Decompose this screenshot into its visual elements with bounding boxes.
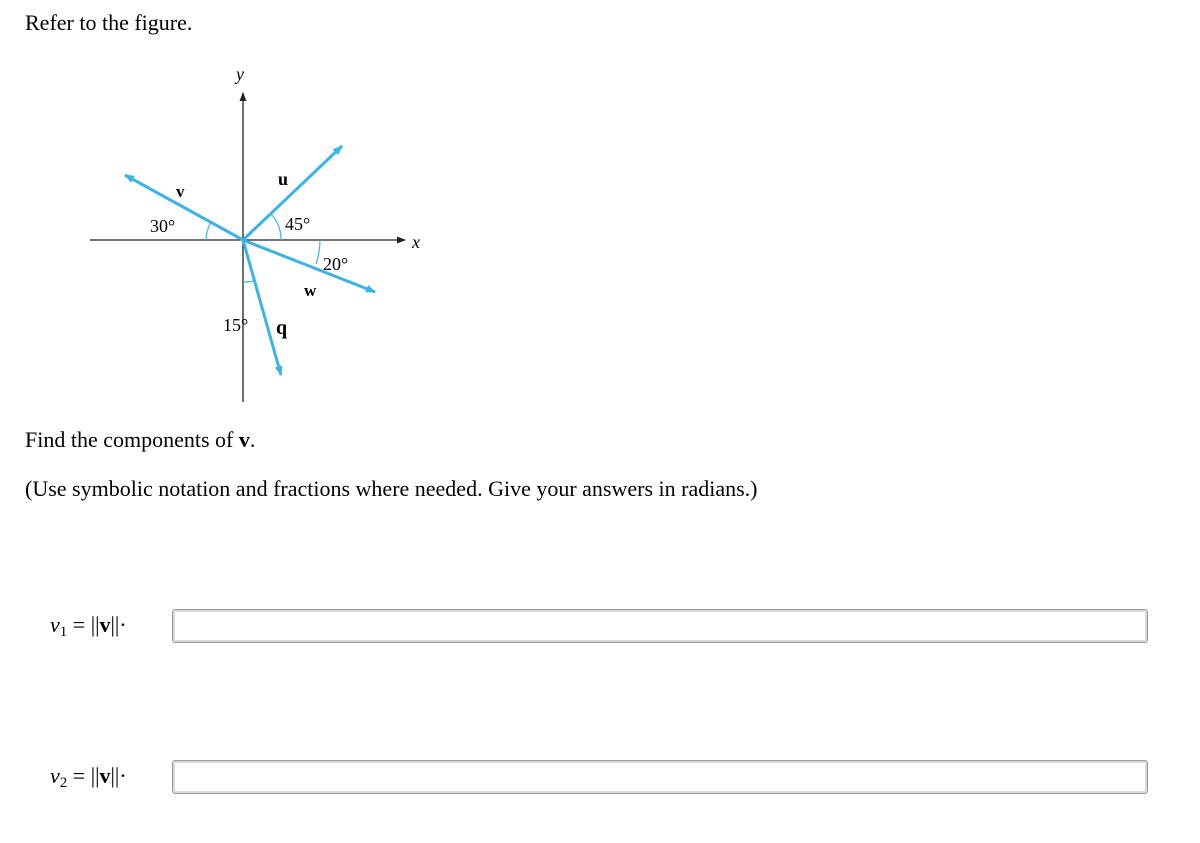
vector-v-label: v <box>176 182 185 201</box>
angle-label-w: 20° <box>323 254 349 274</box>
x-axis-label: x <box>412 232 420 252</box>
question-prefix: Find the components of <box>25 427 239 452</box>
angle-arc-v <box>206 222 211 240</box>
answer-sub: 2 <box>59 774 68 791</box>
vector-u-label: u <box>278 169 289 189</box>
y-axis-label: y <box>236 64 244 84</box>
answer-input-v1[interactable] <box>172 609 1148 643</box>
norm-open: || <box>90 611 100 637</box>
angle-label-u: 45° <box>285 214 311 234</box>
angle-arc-w <box>316 240 320 264</box>
answer-label-v2 <box>50 763 172 792</box>
answer-sub: 1 <box>59 623 68 640</box>
question-vector: v <box>238 427 250 452</box>
norm-var: v <box>99 611 111 637</box>
norm-var: v <box>99 762 111 788</box>
instructions-text: (Use symbolic notation and fractions where needed. Give your answers in radians.) <box>25 476 758 501</box>
answer-row-v2 <box>50 757 1148 797</box>
intro-text: Refer to the figure. <box>25 10 193 35</box>
answer-eq: = <box>67 762 91 788</box>
question-suffix: . <box>249 427 256 452</box>
vector-q <box>243 240 281 375</box>
angle-label-v: 30° <box>150 216 176 236</box>
question-text <box>25 427 255 453</box>
norm-close: ||· <box>110 611 127 637</box>
answer-input-v2[interactable] <box>172 760 1148 794</box>
answer-label-v1 <box>50 612 172 641</box>
vector-w-label: w <box>304 281 317 300</box>
vector-q-label: q <box>276 317 288 339</box>
angle-arc-u <box>270 213 281 240</box>
norm-open: || <box>90 762 100 788</box>
angle-label-q: 15° <box>223 315 249 335</box>
angle-arc-q <box>243 281 254 282</box>
norm-expression <box>91 612 127 637</box>
norm-expression <box>91 763 127 788</box>
norm-close: ||· <box>110 762 127 788</box>
vector-figure <box>80 60 440 410</box>
answer-var: v <box>50 611 60 637</box>
answer-eq: = <box>67 611 91 637</box>
answer-var: v <box>50 762 60 788</box>
answer-row-v1 <box>50 606 1148 646</box>
